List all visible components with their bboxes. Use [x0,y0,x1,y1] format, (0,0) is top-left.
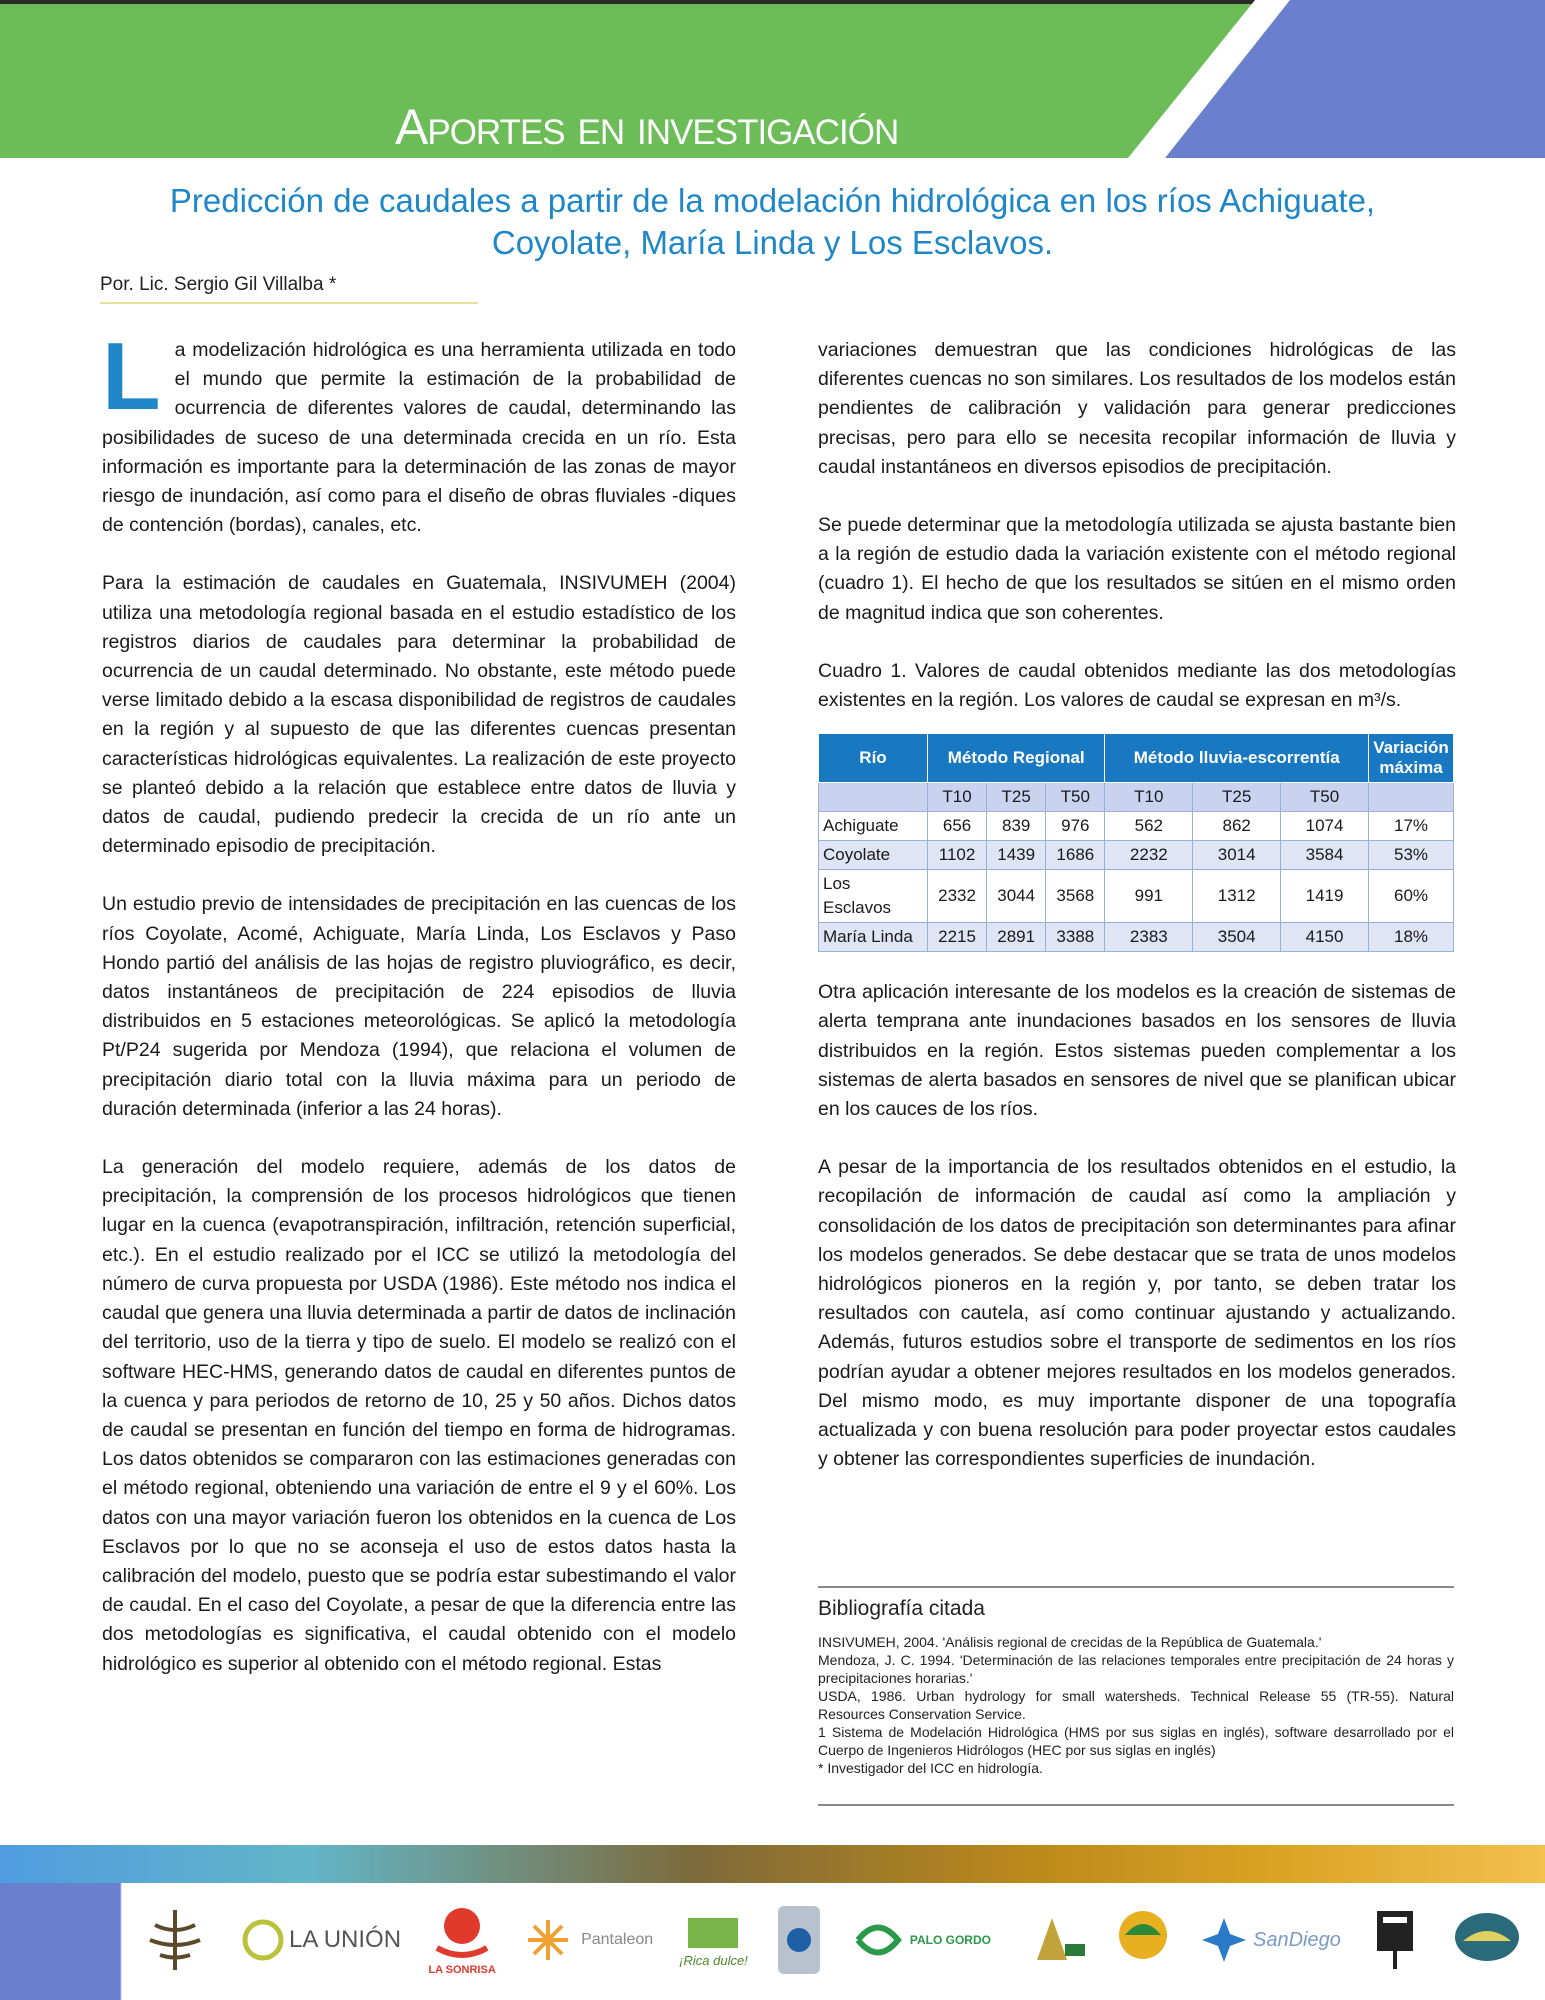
table-cell: 17% [1369,812,1454,841]
madre-tierra-logo [1017,1896,1087,1984]
table-cell: 1074 [1281,812,1369,841]
la-sonrisa-logo [427,1896,497,1984]
bibliography-entry: 1 Sistema de Modelación Hidrológica (HMS por sus siglas en inglés), software desarrollado por el Cuerpo de Ingenieros Hidrólogos (HEC por sus siglas en inglés) [818,1724,1454,1758]
table-cell: 2232 [1105,841,1193,870]
table-caption: Cuadro 1. Valores de caudal obtenidos mediante las dos metodologías existentes en la región. Los valores de caudal se expresan en m³/s. [818,659,1456,712]
article-title-line-1: Predicción de caudales a partir de la modelación hidrológica en los ríos Achiguate, [169,182,1376,219]
table-cell: 1439 [987,841,1046,870]
table-cell: 562 [1105,812,1193,841]
palo-gordo-logo [850,1896,991,1984]
magdalena-logo [679,1896,748,1984]
table-cell: 991 [1105,870,1193,923]
bibliography-entry: Mendoza, J. C. 1994. 'Determinación de las relaciones temporales entre precipitación de 24 horas y precipitaciones horarias.' [818,1652,1454,1686]
table-cell: 53% [1369,841,1454,870]
table-cell: 2383 [1105,923,1193,952]
table-row [819,841,1454,870]
table-cell: 656 [928,812,987,841]
bibliography-entry: INSIVUMEH, 2004. 'Análisis regional de crecidas de la República de Guatemala.' [818,1634,1322,1650]
pantaleon-text: Pantaleon [581,1931,654,1948]
drop-cap: L [102,323,161,430]
sandiego-text: SanDiego [1253,1928,1341,1951]
table-cell: Coyolate [819,841,928,870]
table-subheader: T25 [1193,783,1281,812]
left-column [102,323,736,1708]
asociation-logo [1449,1896,1525,1984]
table-subheader: T10 [1105,783,1193,812]
bibliography-title: Bibliografía citada [818,1597,985,1620]
table-cell: 976 [1046,812,1105,841]
paragraph-methodology: Se puede determinar que la metodología utilizada se ajusta bastante bien a la región de estudio dada la variación existente con el método regional (cuadro 1). El hecho de que los resultados se sitúen en el mismo orden de magnitud indica que son coherentes. [818,514,1456,624]
pantaleon-logo [523,1896,653,1984]
bibliography-list [818,1633,1454,1777]
table-row [819,812,1454,841]
flow-table [818,733,1454,952]
table-row [819,923,1454,952]
table-cell: 839 [987,812,1046,841]
sponsor-logos [135,1895,1525,1985]
table-cell: 18% [1369,923,1454,952]
table-cell: 1312 [1193,870,1281,923]
table-header-regional: Método Regional [928,734,1105,783]
table-row [819,870,1454,923]
article-title [100,180,1445,264]
bibliography-top-rule [818,1586,1454,1588]
table-cell: 60% [1369,870,1454,923]
table-subheader: T50 [1046,783,1105,812]
paragraph-previous-study: Un estudio previo de intensidades de precipitación en las cuencas de los ríos Coyolate, Acomé, Achiguate, María Linda, Los Esclavos y Paso Hondo partió del análisis de las hojas de registro pluviográfico, es decir, datos instantáneos de precipitación de 224 episodios de lluvia distribuidos en 5 estaciones meteorológicas. Se aplicó la metodología Pt/P24 sugerida por Mendoza (1994), que relaciona el volumen de precipitación diario total con la lluvia máxima para un periodo de duración determinada (inferior a las 24 horas). [102,893,736,1120]
la-union-logo [241,1896,401,1984]
table-subheader: T50 [1281,783,1369,812]
author-divider [100,302,478,304]
palo-gordo-text: PALO GORDO [909,1933,991,1947]
la-sonrisa-text: LA SONRISA [428,1964,496,1976]
section-title: Aportes en investigación [395,99,899,155]
table-cell: 862 [1193,812,1281,841]
table-cell: 1419 [1281,870,1369,923]
table-header-variation: Variación máxima [1369,734,1454,783]
paragraph-model-generation: La generación del modelo requiere, además de los datos de precipitación, la comprensión de los procesos hidrológicos que tienen lugar en la cuenca (evapotranspiración, infiltración, retención superficial, etc.). En el estudio realizado por el ICC se utilizó la metodología del número de curva propuesta por USDA (1986). Este método nos indica el caudal que genera una lluvia determinada a partir de datos de inclinación del territorio, uso de la tierra y tipo de suelo. El modelo se realizó con el software HEC-HMS, generando datos de caudal en diferentes puntos de la cuenca y para periodos de retorno de 10, 25 y 50 años. Dichos datos de caudal se presentan en función del tiempo en forma de hidrogramas. Los datos obtenidos se compararon con las estimaciones generadas con el método regional, obteniendo una variación de entre el 9 y el 60%. Los datos con una mayor variación fueron los obtenidos en la cuenca de Los Esclavos por lo que no se aconseja el uso de estos datos hasta la calibración del modelo, puesto que se podría estar subestimando el valor de caudal. En el caso del Coyolate, a pesar de que la diferencia entre las dos metodologías es significativa, el caudal obtenido con el modelo hidrológico es superior al obtenido con el método regional. Estas [102,1156,736,1675]
paragraph-early-warning: Otra aplicación interesante de los modelos es la creación de sistemas de alerta temprana ante inundaciones basados en los sensores de lluvia distribuidos en la región. Estos sistemas pueden complementar a los sistemas de alerta basados en sensores de nivel que se planifican ubicar en los cauces de los ríos. [818,981,1456,1121]
table-header-rainfall: Método lluvia-escorrentía [1105,734,1369,783]
table-cell: 3014 [1193,841,1281,870]
table-cell: 3584 [1281,841,1369,870]
table-cell: 3568 [1046,870,1105,923]
table-cell: 2332 [928,870,987,923]
table-cell: 1686 [1046,841,1105,870]
paragraph-insivumeh: Para la estimación de caudales en Guatemala, INSIVUMEH (2004) utiliza una metodología regional basada en el estudio estadístico de los registros diarios de caudales para determinar la probabilidad de ocurrencia de un caudal determinado. No obstante, este método puede verse limitado debido a la escasa disponibilidad de registros de caudales en la región y al supuesto de que las diferentes cuencas presentan características hidrológicas equivalentes. La realización de este proyecto se planteó debido a la relación que establece entre datos de lluvia y datos de caudal, pudiendo predecir la crecida de un río ante un determinado episodio de precipitación. [102,572,736,858]
bibliography-entry: USDA, 1986. Urban hydrology for small watersheds. Technical Release 55 (TR-55). Natural Resources Conservation Service. [818,1688,1454,1722]
table-cell: Los Esclavos [819,870,928,923]
bibliography-bottom-rule [818,1804,1454,1806]
table-subheader: T25 [987,783,1046,812]
paragraph-intro-text: a modelización hidrológica es una herramienta utilizada en todo el mundo que permite la estimación de la probabilidad de ocurrencia de diferentes valores de caudal, determinando las posibilidades de suceso de una determinada crecida en un río. Esta información es importante para la determinación de las zonas de mayor riesgo de inundación, así como para el diseño de obras fluviales -diques de contención (bordas), canales, etc. [102,339,736,537]
bibliography-entry: * Investigador del ICC en hidrología. [818,1760,1043,1776]
table-header-rio: Río [819,734,928,783]
la-union-text: LA UNIÓN [289,1926,402,1953]
el-pilar-logo [135,1896,215,1984]
table-cell: 4150 [1281,923,1369,952]
paragraph-intro [102,323,736,540]
footer-gradient-strip [0,1845,1545,1883]
sugar-bag-logo [774,1896,824,1984]
santa-ana-logo [1113,1896,1173,1984]
right-column [818,336,1456,1503]
table-cell: 2215 [928,923,987,952]
table-subheader-row [819,783,1454,812]
sandiego-logo [1199,1896,1341,1984]
author-byline: Por. Lic. Sergio Gil Villalba * [100,274,337,295]
table-cell: Achiguate [819,812,928,841]
article-title-line-2: Coyolate, María Linda y Los Esclavos. [491,224,1054,261]
table-cell: 2891 [987,923,1046,952]
table-cell: 1102 [928,841,987,870]
magdalena-text: ¡Rica dulce! [679,1952,748,1968]
table-subheader: T10 [928,783,987,812]
paragraph-conclusions: A pesar de la importancia de los resultados obtenidos en el estudio, la recopilación de información de caudal así como la ampliación y consolidación de los datos de precipitación son determinantes para afinar los modelos generados. Se debe destacar que se trata de unos modelos hidrológicos pioneros en la región y, por tanto, se deben tratar los resultados con cautela, así como continuar ajustando y actualizando. Además, futuros estudios sobre el transporte de sedimentos en los ríos podrían ayudar a obtener mejores resultados en los modelos generados. Del mismo modo, es muy importante disponer de una topografía actualizada y con buena resolución para poder proyectar estos caudales y obtener las correspondientes superficies de inundación. [818,1156,1456,1471]
paragraph-variations: variaciones demuestran que las condiciones hidrológicas de las diferentes cuencas no son similares. Los resultados de los modelos están pendientes de calibración y validación para generar predicciones precisas, pero para ello se necesita recopilar información de lluvia y caudal instantáneos en diversos episodios de precipitación. [818,339,1456,478]
ingenio-logo [1367,1896,1423,1984]
table-cell: María Linda [819,923,928,952]
table-cell: 3504 [1193,923,1281,952]
table-cell: 3388 [1046,923,1105,952]
table-cell: 3044 [987,870,1046,923]
